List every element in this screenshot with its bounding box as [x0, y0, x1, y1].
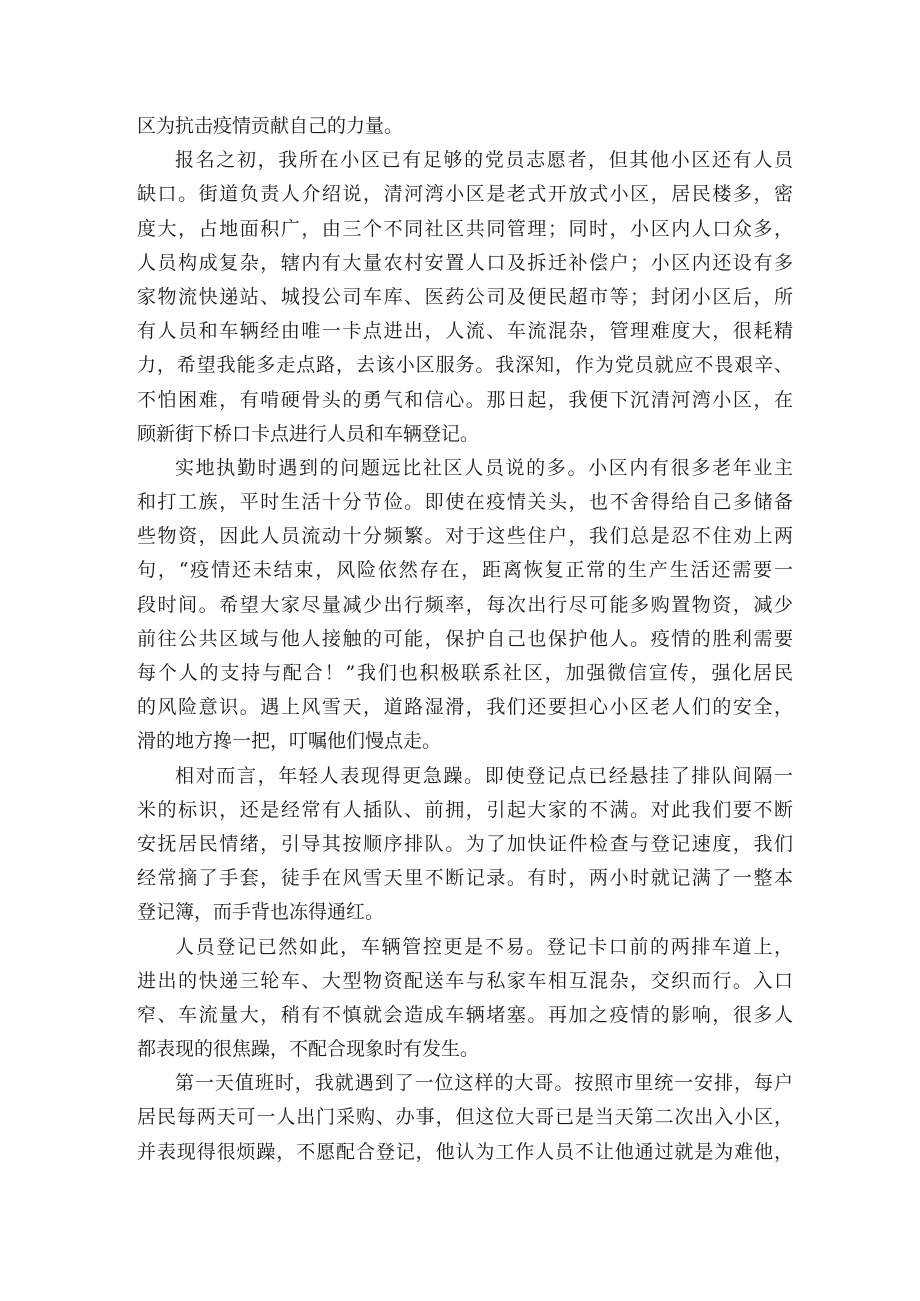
text-line: 人员构成复杂，辖内有大量农村安置人口及拆迁补偿户；小区内还设有多 [137, 251, 793, 274]
text-line: 和打工族，平时生活十分节俭。即使在疫情关头，也不舍得给自己多储备 [137, 491, 793, 514]
text-line: 力，希望我能多走点路，去该小区服务。我深知，作为党员就应不畏艰辛、 [137, 354, 793, 377]
text-line: 居民每两天可一人出门采购、办事，但这位大哥已是当天第二次出入小区， [137, 1106, 793, 1129]
text-line: 实地执勤时遇到的问题远比社区人员说的多。小区内有很多老年业主 [175, 456, 793, 479]
text-line: 顾新街下桥口卡点进行人员和车辆登记。 [137, 422, 480, 445]
text-line: 报名之初，我所在小区已有足够的党员志愿者，但其他小区还有人员 [175, 149, 793, 172]
paragraph [137, 1066, 793, 1169]
text-line: 登记簿，而手背也冻得通红。 [137, 901, 385, 924]
text-line: 不怕困难，有啃硬骨头的勇气和信心。那日起，我便下沉清河湾小区，在 [137, 388, 793, 411]
paragraph [137, 451, 793, 759]
text-line: 些物资，因此人员流动十分频繁。对于这些住户，我们总是忍不住劝上两 [137, 525, 793, 548]
text-line: 第一天值班时，我就遇到了一位这样的大哥。按照市里统一安排，每户 [175, 1072, 793, 1095]
paragraph [137, 109, 793, 143]
text-line: 句，“疫情还未结束，风险依然存在，距离恢复正常的生产生活还需要一 [137, 559, 793, 582]
text-line: 缺口。街道负责人介绍说，清河湾小区是老式开放式小区，居民楼多，密 [137, 183, 793, 206]
text-line: 段时间。希望大家尽量减少出行频率，每次出行尽可能多购置物资，减少 [137, 593, 793, 616]
paragraph [137, 143, 793, 451]
text-line: 安抚居民情绪，引导其按顺序排队。为了加快证件检查与登记速度，我们 [137, 832, 793, 855]
text-line: 家物流快递站、城投公司车库、医药公司及便民超市等；封闭小区后，所 [137, 285, 793, 308]
document-body [137, 109, 793, 1169]
text-line: 滑的地方搀一把，叮嘱他们慢点走。 [137, 730, 442, 753]
text-line: 并表现得很烦躁，不愿配合登记，他认为工作人员不让他通过就是为难他， [137, 1140, 793, 1163]
text-line: 区为抗击疫情贡献自己的力量。 [137, 115, 404, 137]
text-line: 经常摘了手套，徒手在风雪天里不断记录。有时，两小时就记满了一整本 [137, 867, 793, 890]
text-line: 相对而言，年轻人表现得更急躁。即使登记点已经悬挂了排队间隔一 [175, 764, 793, 787]
text-line: 前往公共区域与他人接触的可能，保护自己也保护他人。疫情的胜利需要 [137, 627, 793, 650]
text-line: 有人员和车辆经由唯一卡点进出，人流、车流混杂，管理难度大，很耗精 [137, 320, 793, 343]
text-line: 进出的快递三轮车、大型物资配送车与私家车相互混杂，交织而行。入口 [137, 969, 793, 992]
text-line: 人员登记已然如此，车辆管控更是不易。登记卡口前的两排车道上， [175, 935, 793, 958]
text-line: 都表现的很焦躁，不配合现象时有发生。 [137, 1038, 480, 1061]
text-line: 窄、车流量大，稍有不慎就会造成车辆堵塞。再加之疫情的影响，很多人 [137, 1003, 793, 1026]
paragraph [137, 930, 793, 1067]
paragraph [137, 759, 793, 930]
text-line: 度大，占地面积广，由三个不同社区共同管理；同时，小区内人口众多， [137, 217, 793, 240]
text-line: 的风险意识。遇上风雪天，道路湿滑，我们还要担心小区老人们的安全， [137, 696, 793, 719]
text-line: 米的标识，还是经常有人插队、前拥，引起大家的不满。对此我们要不断 [137, 798, 793, 821]
text-line: 每个人的支持与配合！”我们也积极联系社区，加强微信宣传，强化居民 [137, 662, 793, 684]
